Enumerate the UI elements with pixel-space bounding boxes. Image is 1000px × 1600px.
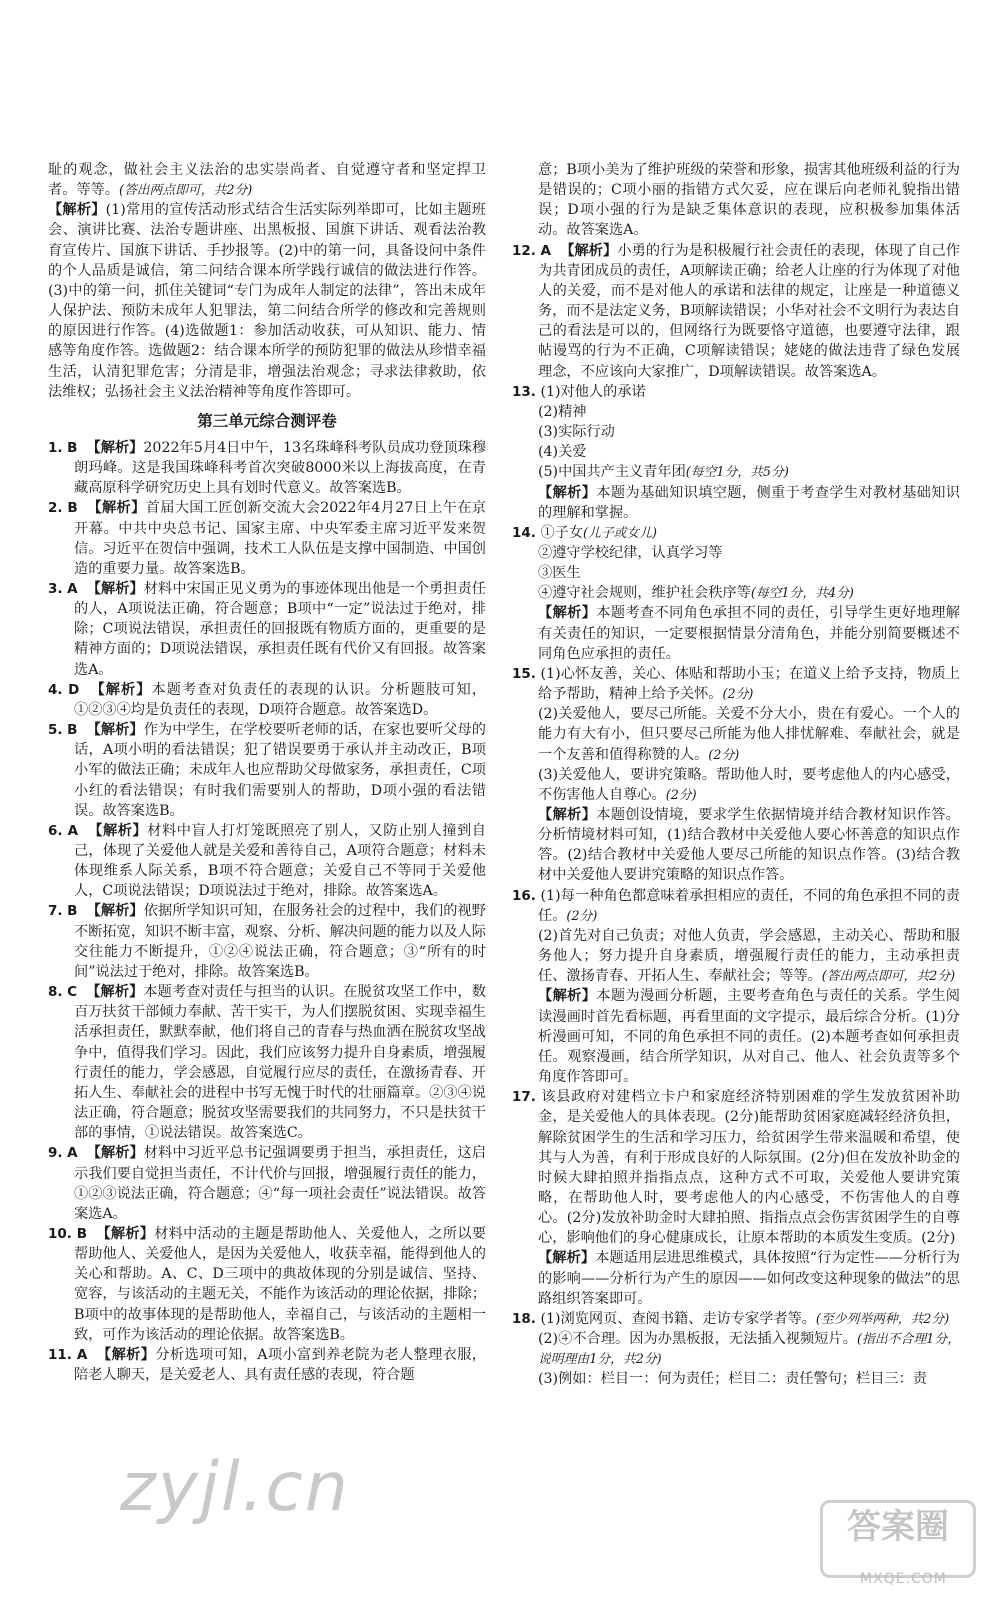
answer-line: 17. 该县政府对建档立卡户和家庭经济特别困难的学生发放贫困补助金，是关爱他人的具体表现。(2分)能帮助贫困家庭减轻经济负担，解除贫困学生的生活和学习压力，给贫困学生带来温暖和希望，使其与人为善，有利于形成良好的人际氛围。(2分)但在发放补助金的时候大肆拍照并指指点点，这种方式不可取，关爱他人要讲究策略，在帮助他人时，要考虑他人的内心感受，不伤害他人的自尊心。(2分)发放补助金时大肆拍照、指指点点会伤害贫困学生的自尊心，影响他们的身心健康成长，让原本帮助的本质发生变质。(2分) bbox=[512, 1089, 960, 1247]
answer-item: 11. A 【解析】分析选项可知，A项小富到养老院为老人整理衣服，陪老人聊天，是关爱老人、具有责任感的表现，符合题 bbox=[48, 1346, 486, 1384]
answer-item: 4. D 【解析】本题考查对负责任的表现的认识。分析题肢可知，①②③④均是负责任的表现，D项符合题意。故答案选D。 bbox=[48, 681, 486, 718]
answer-line: ③医生 bbox=[538, 565, 581, 582]
analysis-tag: 【解析】 bbox=[48, 202, 106, 219]
analysis: 【解析】本题适用层进思维模式，具体按照“行为定性——分析行为的影响——分析行为产生的原因——如何改变这种现象的做法”的思路组织答案即可。 bbox=[538, 1250, 960, 1307]
answer-item: 8. C 【解析】本题考查对责任与担当的认识。在脱贫攻坚工作中，数百万扶贫干部倾力奉献、苦干实干，为人们摆脱贫困、实现幸福生活承担责任，默默奉献，他们将自己的青春与热血洒在脱贫攻坚战争中，值得我们学习。因此，我们应该努力提升自身素质，增强履行责任的能力，学会感恩，自觉履行应尽的责任，在激扬青春、开拓人生、奉献社会的进程中书写无愧于时代的壮丽篇章。②③④说法正确，符合题意；脱贫攻坚需要我们的共同努力，不只是扶贫干部的事情，①说法错误。故答案选C。 bbox=[48, 984, 486, 1142]
answer-item-13 bbox=[512, 382, 960, 523]
stamp-watermark: 答案圈 bbox=[820, 1500, 976, 1578]
answer-item: 9. A 【解析】材料中习近平总书记强调要勇于担当，承担责任，这启示我们要自觉担当责任，不计代价与回报，增强履行责任的能力，①②③说法正确，符合题意；④“每一项社会责任”说法错误。故答案选A。 bbox=[48, 1145, 486, 1222]
analysis: 【解析】本题创设情境，要求学生依据情境并结合教材知识作答。分析情境材料可知，(1)结合教材中关爱他人要心怀善意的知识点作答。(2)结合教材中关爱他人要尽己所能的知识点作答。(3)结合教材中关爱他人要讲究策略的知识点作答。 bbox=[538, 807, 960, 884]
answer-line: (2)精神 bbox=[538, 403, 587, 420]
answer-item-15 bbox=[512, 664, 960, 886]
answer-line: 18. (1)浏览网页、查阅书籍、走访专家学者等。(至少列举两种，共2分) bbox=[512, 1310, 950, 1327]
analysis: 【解析】本题考查不同角色承担不同的责任，引导学生更好地理解有关责任的知识，一定要根据情景分清角色，并能分别简要概述不同角色应承担的责任。 bbox=[538, 605, 960, 662]
analysis: 【解析】本题为基础知识填空题，侧重于考查学生对教材基础知识的理解和掌握。 bbox=[538, 484, 960, 521]
answer-item-16 bbox=[512, 886, 960, 1088]
answer-item-18 bbox=[512, 1309, 960, 1390]
intro-answer: 耻的观念，做社会主义法治的忠实崇尚者、自觉遵守者和坚定捍卫者。等等。(答出两点即可，共2分) bbox=[48, 162, 486, 199]
answer-line: 16. (1)每一种角色都意味着承担相应的责任，不同的角色承担不同的责任。(2分) bbox=[512, 887, 960, 924]
answer-item: 1. B 【解析】2022年5月4日中午，13名珠峰科考队员成功登顶珠穆朗玛峰。这是我国珠峰科考首次突破8000米以上海拔高度，在青藏高原科学研究历史上具有划时代意义。故答案选B。 bbox=[48, 439, 487, 497]
answer-item: 10. B 【解析】材料中活动的主题是帮助他人、关爱他人，之所以要帮助他人、关爱他人，是因为关爱他人，收获幸福，能得到他人的关心和帮助。A、C、D三项中的典故体现的分别是诚信、坚持、宽容，与该活动的主题无关，不能作为该活动的理论依据，排除；B项中的故事体现的是帮助他人，幸福自己，与该活动的主题相一致，可作为该活动的理论依据。故答案选B。 bbox=[48, 1225, 486, 1343]
answer-line: (3)例如：栏目一：何为责任；栏目二：责任警句；栏目三：责 bbox=[538, 1371, 927, 1388]
answer-line: (5)中国共产主义青年团(每空1分，共5分) bbox=[538, 464, 789, 481]
answer-item: 7. B 【解析】依据所学知识可知，在服务社会的过程中，我们的视野不断拓宽，知识不断丰富，观察、分析、解决问题的能力以及人际交往能力不断提升，①②④说法正确，符合题意；③“所有的时间”说法过于绝对，排除。故答案选B。 bbox=[48, 903, 486, 980]
right-column bbox=[512, 160, 960, 1390]
left-column bbox=[48, 160, 486, 1385]
site-watermark: zyjl.cn bbox=[120, 1448, 350, 1527]
answer-line: 15. (1)心怀友善，关心、体贴和帮助小玉；在道义上给予支持，物质上给予帮助，精神上给予关怀。(2分) bbox=[512, 665, 960, 703]
answer-line: ②遵守学校纪律，认真学习等 bbox=[538, 544, 723, 561]
answer-line: (2)④不合理。因为办黑板报，无法插入视频短片。(指出不合理1分，说明理由1分，共2分) bbox=[538, 1331, 960, 1368]
answer-line: (3)关爱他人，要讲究策略。帮助他人时，要考虑他人的内心感受，不伤害他人自尊心。(2分) bbox=[538, 766, 960, 803]
answer-line: (2)关爱他人，要尽己所能。关爱不分大小，贵在有爱心。一个人的能力有大有小，但只要尽己所能为他人排忧解难、奉献社会，就是一个友善和值得称赞的人。(2分) bbox=[538, 706, 960, 763]
answer-line: (4)关爱 bbox=[538, 444, 587, 461]
section-title: 第三单元综合测评卷 bbox=[197, 411, 337, 430]
answer-item-17 bbox=[512, 1087, 960, 1309]
answer-line: 14. ①子女(儿子或女儿) bbox=[512, 524, 657, 541]
answer-item-12: 12. A 【解析】小勇的行为是积极履行社会责任的表现，体现了自己作为共青团成员的责任，A项解读正确；给老人让座的行为体现了对他人的关爱，而不是对他人的承诺和法律的规定，让座是一种道德义务，而不是法定义务，B项解读错误；小华对社会不文明行为表达自己的看法是可以的，但网络行为既要恪守道德，也要遵守法律，跟帖谩骂的行为不正确，C项解读错误；姥姥的做法违背了绿色发展理念，不应该向大家推广，D项解读错误。故答案选A。 bbox=[512, 242, 960, 380]
answer-list bbox=[48, 438, 486, 1385]
answer-item-14 bbox=[512, 523, 960, 664]
answer-11-continued: 意；B项小美为了维护班级的荣誉和形象，损害其他班级利益的行为是错误的；C项小丽的指错方式欠妥，应在课后向老师礼貌指出错误；D项小强的行为是缺乏集体意识的表现，应积极参加集体活动。故答案选A。 bbox=[538, 162, 960, 239]
answer-item: 6. A 【解析】材料中盲人打灯笼既照亮了别人，又防止别人撞到自己，体现了关爱他人就是关爱和善待自己，A项符合题意；材料未体现维系人际关系，B项不符合题意；关爱自己不等同于关爱他人，C项说法错误；D项说法过于绝对，排除。故答案选A。 bbox=[48, 822, 486, 900]
answer-item: 3. A 【解析】材料中宋国正见义勇为的事迹体现出他是一个勇担责任的人，A项说法正确，符合题意；B项中“一定”说法过于绝对，排除；C项说法错误，承担责任的回报既有物质方面的，更重要的是精神方面的；D项说法错误，承担责任既有代价又有回报。故答案选A。 bbox=[48, 580, 486, 678]
answer-line: 13. (1)对他人的承诺 bbox=[512, 383, 646, 400]
answer-item: 5. B 【解析】作为中学生，在学校要听老师的话，在家也要听父母的话，A项小明的看法错误；犯了错误要勇于承认并主动改正，B项小军的做法正确；未成年人也应帮助父母做家务，承担责任，C项小红的看法错误；有时我们需要别人的帮助，D项小强的看法错误。故答案选B。 bbox=[48, 722, 486, 819]
answer-item: 2. B 【解析】首届大国工匠创新交流大会2022年4月27日上午在京开幕。中共中央总书记、国家主席、中央军委主席习近平发来贺信。习近平在贺信中强调，技术工人队伍是支撑中国制造、中国创造的重要力量。故答案选B。 bbox=[48, 500, 486, 577]
intro-analysis: 【解析】(1)常用的宣传活动形式结合生活实际列举即可，比如主题班会、演讲比赛、法治专题讲座、出黑板报、国旗下讲话、观看法治教育宣传片、国旗下讲话、手抄报等。(2)中的第一问，具备设问中条件的个人品质是诚信，第二问结合课本所学践行诚信的做法进行作答。(3)中的第一问，抓住关键词“专门为成年人制定的法律”，答出未成年人保护法、预防未成年人犯罪法，第二问结合所学的修改和完善规则的原因进行作答。(4)选做题1：参加活动收获，可从知识、能力、情感等角度作答。选做题2：结合课本所学的预防犯罪的做法从珍惜幸福生活，认清犯罪危害；分清是非，增强法治观念；寻求法律救助，依法维权；弘扬社会主义法治精神等角度作答即可。 bbox=[48, 202, 486, 400]
answer-line: (3)实际行动 bbox=[538, 424, 615, 441]
answer-line: ④遵守社会规则，维护社会秩序等(每空1分，共4分) bbox=[538, 585, 854, 602]
answer-line: (2)首先对自己负责；对他人负责，学会感恩，主动关心、帮助和服务他人；努力提升自身素质，增强履行责任的能力，主动承担责任、激扬青春、开拓人生、奉献社会；等等。(答出两点即可，共2分) bbox=[538, 927, 960, 985]
domain-watermark: MXQE.COM bbox=[860, 1571, 947, 1587]
analysis: 【解析】本题为漫画分析题，主要考查角色与责任的关系。学生阅读漫画时首先看标题，再看里面的文字提示，最后综合分析。(1)分析漫画可知，不同的角色承担不同的责任。(2)本题考查如何承担责任。观察漫画，结合所学知识，从对自己、他人、社会负责等多个角度作答即可。 bbox=[538, 988, 960, 1086]
